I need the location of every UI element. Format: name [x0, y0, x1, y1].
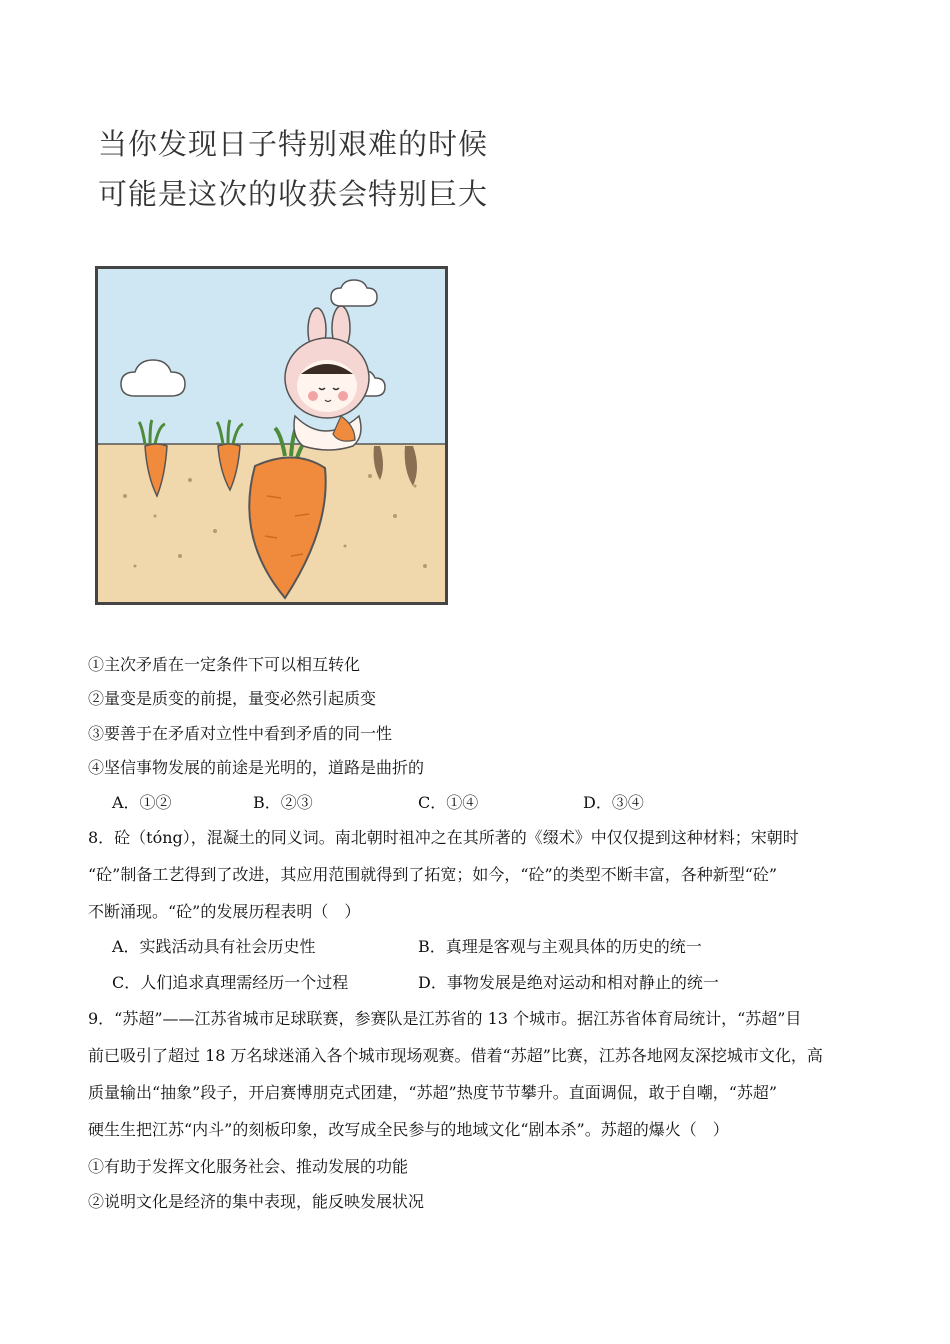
q8-stem-line-2: “砼”制备工艺得到了改进，其应用范围就得到了拓宽；如今，“砼”的类型不断丰富，各种新型“砼”	[88, 865, 778, 884]
q7-option-c[interactable]: C．①④	[418, 793, 479, 812]
q7-option-a[interactable]: A．①②	[112, 793, 172, 812]
q8-option-c[interactable]: C．人们追求真理需经历一个过程	[112, 973, 349, 992]
q8-option-a[interactable]: A．实践活动具有社会历史性	[112, 937, 316, 956]
q7-statement-2: ②量变是质变的前提，量变必然引起质变	[88, 689, 377, 708]
q9-statement-1: ①有助于发挥文化服务社会、推动发展的功能	[88, 1157, 409, 1176]
carrot-girl-illustration	[95, 266, 448, 605]
q7-statement-1: ①主次矛盾在一定条件下可以相互转化	[88, 655, 361, 674]
q7-statement-4: ④坚信事物发展的前途是光明的，道路是曲折的	[88, 758, 425, 777]
q7-option-b[interactable]: B．②③	[253, 793, 313, 812]
comic-caption-line2: 可能是这次的收获会特别巨大	[98, 177, 489, 211]
q8-stem-line-3: 不断涌现。“砼”的发展历程表明（ ）	[88, 902, 361, 921]
q9-stem-line-2: 前已吸引了超过 18 万名球迷涌入各个城市现场观赛。借着“苏超”比赛，江苏各地网友深挖城市文化，高	[88, 1046, 823, 1065]
q8-option-d[interactable]: D．事物发展是绝对运动和相对静止的统一	[418, 973, 719, 992]
comic-caption-line1: 当你发现日子特别艰难的时候	[98, 127, 489, 161]
q8-option-b[interactable]: B．真理是客观与主观具体的历史的统一	[418, 937, 702, 956]
q7-statement-3: ③要善于在矛盾对立性中看到矛盾的同一性	[88, 724, 393, 743]
q9-stem-line-1: 9．“苏超”——江苏省城市足球联赛，参赛队是江苏省的 13 个城市。据江苏省体育局统计，“苏超”目	[88, 1009, 802, 1028]
q7-option-d[interactable]: D．③④	[583, 793, 644, 812]
q9-stem-line-4: 硬生生把江苏“内斗”的刻板印象，改写成全民参与的地域文化“剧本杀”。苏超的爆火（ ）	[88, 1120, 729, 1139]
q9-stem-line-3: 质量输出“抽象”段子，开启赛博朋克式团建，“苏超”热度节节攀升。直面调侃，敢于自嘲，“苏超”	[88, 1083, 778, 1102]
q8-stem-line-1: 8．砼（tóng），混凝土的同义词。南北朝时祖冲之在其所著的《缀术》中仅仅提到这种材料；宋朝时	[88, 828, 799, 847]
q9-statement-2: ②说明文化是经济的集中表现，能反映发展状况	[88, 1192, 425, 1211]
